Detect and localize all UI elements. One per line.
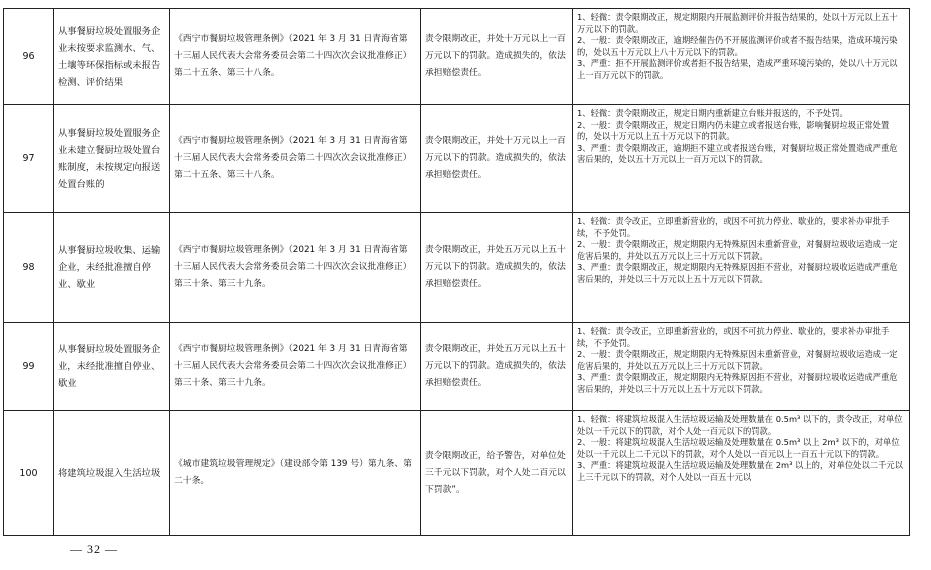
- table-row: [4, 9, 910, 105]
- discretion-standards: [573, 105, 910, 213]
- discretion-standards: [573, 323, 910, 411]
- standard-general: 2、一般：责令限期改正，规定期限内无特殊原因未重新营业，对餐厨垃圾收运造成一定危害后果的，并处以五万元以上三十万元以下罚款。: [577, 349, 898, 371]
- penalty-provision: 责令限期改正，并处五万元以上五十万元以下的罚款。造成损失的，依法承担赔偿责任。: [421, 323, 573, 411]
- violation-description: 从事餐厨垃圾收集、运输企业，未经批准擅自停业、歇业: [54, 213, 170, 323]
- row-number: 100: [4, 411, 54, 536]
- violation-description: 从事餐厨垃圾处置服务企业未建立餐厨垃圾处置台账制度，未按规定向报送处置台账的: [54, 105, 170, 213]
- legal-basis: 《西宁市餐厨垃圾管理条例》（2021 年 3 月 31 日青海省第十三届人民代表大会常务委员会第二十四次次会议批准修正）第三十条、第三十九条。: [170, 213, 421, 323]
- discretion-standards: [573, 411, 910, 536]
- table-row: [4, 323, 910, 411]
- penalty-provision: 责令限期改正，并处十万元以上一百万元以下的罚款。造成损失的，依法承担赔偿责任。: [421, 105, 573, 213]
- penalty-provision: 责令限期改正，给予警告，对单位处三千元以下罚款，对个人处二百元以下罚款”。: [421, 411, 573, 536]
- row-number: 98: [4, 213, 54, 323]
- discretion-standards: [573, 9, 910, 105]
- legal-basis: 《西宁市餐厨垃圾管理条例》（2021 年 3 月 31 日青海省第十三届人民代表大会常务委员会第二十四次次会议批准修正）第二十五条、第三十八条。: [170, 105, 421, 213]
- penalty-provision: 责令限期改正，并处五万元以上五十万元以下的罚款。造成损失的，依法承担赔偿责任。: [421, 213, 573, 323]
- table-row: [4, 411, 910, 536]
- table-row: [4, 213, 910, 323]
- standard-serious: 3、严重：拒不开展监测评价或者拒不报告结果，造成严重环境污染的，处以八十万元以上一百万元以下的罚款。: [577, 58, 898, 80]
- standard-minor: 1、轻微：责令改正，立即重新营业的，或因不可抗力停业、歇业的，要求补办审批手续，不予处罚。: [577, 216, 890, 238]
- penalty-standards-table: [3, 8, 910, 536]
- discretion-standards: [573, 213, 910, 323]
- standard-minor: 1、轻微：责令改正，立即重新营业的，或因不可抗力停业、歇业的，要求补办审批手续，不予处罚。: [577, 326, 890, 348]
- legal-basis: 《西宁市餐厨垃圾管理条例》（2021 年 3 月 31 日青海省第十三届人民代表大会常务委员会第二十四次次会议批准修正）第三十条、第三十九条。: [170, 323, 421, 411]
- row-number: 97: [4, 105, 54, 213]
- standard-serious: 3、严重：责令限期改正，逾期拒不建立或者报送台账，对餐厨垃圾正常处置造成严重危害后果的，处以五十万元以上一百万元以下的罚款。: [577, 142, 898, 164]
- standard-general: 2、一般：将建筑垃圾混入生活垃圾运输及处理数量在 0.5m³ 以上 2m³ 以下的，对单位处以一千元以上二千元以下的罚款，对个人处以一百元以上一百五十元以下的罚款。: [577, 437, 900, 459]
- standard-minor: 1、轻微：责令限期改正，规定期限内开展监测评价并报告结果的，处以十万元以上五十万元以下的罚款。: [577, 12, 898, 34]
- standard-minor: 1、轻微：将建筑垃圾混入生活垃圾运输及处理数量在 0.5m³ 以下的，责令改正，对单位处以一千元以下的罚款，对个人处一百元以下的罚款。: [577, 414, 903, 436]
- penalty-provision: 责令限期改正，并处十万元以上一百万元以下的罚款。造成损失的，依法承担赔偿责任。: [421, 9, 573, 105]
- table-row: [4, 105, 910, 213]
- violation-description: 从事餐厨垃圾处置服务企业，未经批准擅自停业、歇业: [54, 323, 170, 411]
- legal-basis: 《城市建筑垃圾管理规定》（建设部令第 139 号）第九条、第二十条。: [170, 411, 421, 536]
- standard-serious: 3、严重：责令限期改正，规定期限内无特殊原因拒不营业，对餐厨垃圾收运造成严重危害后果的，并处以三十万元以上五十万元以下罚款。: [577, 372, 898, 394]
- row-number: 96: [4, 9, 54, 105]
- standard-serious: 3、严重：将建筑垃圾混入生活垃圾运输及处理数量在 2m³ 以上的，对单位处以二千元以上三千元以下的罚款，对个人处以一百五十元以: [577, 460, 903, 482]
- standard-general: 2、一般：责令限期改正，逾期经催告仍不开展监测评价或者不报告结果，造成环境污染的，处以五十万元以上八十万元以下的罚款。: [577, 35, 898, 57]
- standard-minor: 1、轻微：责令限期改正，规定日期内重新建立台账并报送的，不予处罚。: [577, 108, 848, 118]
- row-number: 99: [4, 323, 54, 411]
- standard-general: 2、一般：责令限期改正，规定期限内无特殊原因未重新营业，对餐厨垃圾收运造成一定危害后果的，并处以五万元以上三十万元以下罚款。: [577, 239, 898, 261]
- standard-general: 2、一般：责令限期改正，规定日期内仍未建立或者报送台账，影响餐厨垃圾正常处置的，处以十万元以上五十万元以下的罚款。: [577, 119, 890, 141]
- violation-description: 从事餐厨垃圾处置服务企业未按要求监测水、气、土壤等环保指标或未报告检测、评价结果: [54, 9, 170, 105]
- legal-basis: 《西宁市餐厨垃圾管理条例》（2021 年 3 月 31 日青海省第十三届人民代表大会常务委员会第二十四次次会议批准修正）第二十五条、第三十八条。: [170, 9, 421, 105]
- standard-serious: 3、严重：责令限期改正，规定期限内无特殊原因拒不营业，对餐厨垃圾收运造成严重危害后果的，并处以三十万元以上五十万元以下罚款。: [577, 262, 898, 284]
- violation-description: 将建筑垃圾混入生活垃圾: [54, 411, 170, 536]
- page-number: — 32 —: [70, 542, 118, 556]
